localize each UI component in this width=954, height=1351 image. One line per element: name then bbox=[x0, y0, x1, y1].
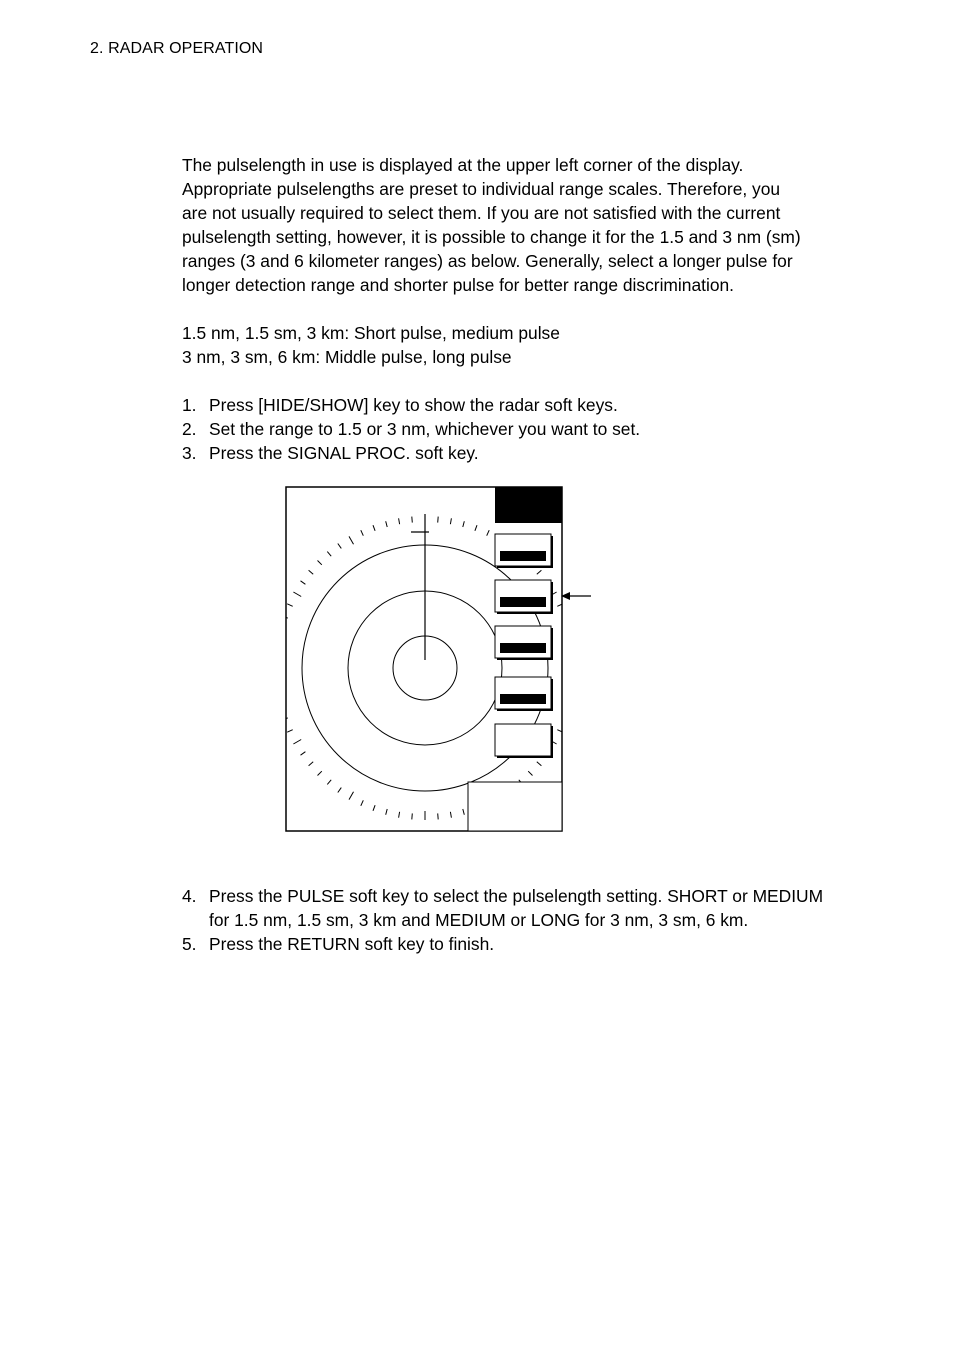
step-text: Press [HIDE/SHOW] key to show the radar soft keys. bbox=[209, 395, 618, 415]
bearing-tick bbox=[570, 681, 576, 682]
soft-key-value-bar bbox=[500, 643, 546, 653]
bearing-tick bbox=[438, 813, 439, 819]
list-item bbox=[182, 441, 862, 465]
bearing-tick bbox=[569, 642, 575, 643]
soft-key-column bbox=[495, 534, 553, 758]
bearing-tick bbox=[438, 517, 439, 523]
bearing-tick bbox=[412, 517, 413, 523]
range-list bbox=[182, 321, 862, 369]
range-line-short: 1.5 nm, 1.5 sm, 3 km: Short pulse, medium pulse bbox=[182, 323, 560, 343]
intro-line: ranges (3 and 6 kilometer ranges) as below. Generally, select a longer pulse for bbox=[182, 251, 793, 271]
soft-key-value-bar bbox=[500, 694, 546, 704]
soft-key[interactable] bbox=[495, 534, 551, 566]
intro-line: pulselength setting, however, it is possible to change it for the 1.5 and 3 nm (sm) bbox=[182, 227, 801, 247]
steps-list-a bbox=[182, 393, 862, 465]
bearing-tick bbox=[412, 813, 413, 819]
step-number: 2. bbox=[182, 419, 197, 439]
step-text: Press the PULSE soft key to select the pulselength setting. SHORT or MEDIUM for 1.5 nm, 1.5 sm, 3 km and MEDIUM or LONG for 3 nm, 3 sm, 6 km. bbox=[209, 886, 824, 930]
document-body bbox=[182, 153, 862, 465]
bearing-tick bbox=[570, 655, 576, 656]
intro-line: The pulselength in use is displayed at the upper left corner of the display. bbox=[182, 155, 744, 175]
step-text: Set the range to 1.5 or 3 nm, whichever you want to set. bbox=[209, 419, 641, 439]
soft-key[interactable] bbox=[495, 724, 551, 756]
list-item bbox=[182, 932, 842, 956]
step-number: 5. bbox=[182, 934, 197, 954]
bearing-tick bbox=[562, 718, 568, 720]
bearing-tick bbox=[562, 616, 568, 618]
soft-key-value-bar bbox=[500, 551, 546, 561]
intro-line: Appropriate pulselengths are preset to individual range scales. Therefore, you bbox=[182, 179, 781, 199]
soft-key-value-bar bbox=[500, 597, 546, 607]
info-box bbox=[468, 782, 562, 831]
menu-title-bar bbox=[495, 487, 562, 523]
list-item bbox=[182, 417, 862, 441]
intro-line: are not usually required to select them. If you are not satisfied with the current bbox=[182, 203, 781, 223]
range-line-long: 3 nm, 3 sm, 6 km: Middle pulse, long pulse bbox=[182, 347, 512, 367]
step-text: Press the RETURN soft key to finish. bbox=[209, 934, 495, 954]
radar-display-figure bbox=[285, 486, 595, 832]
step-text: Press the SIGNAL PROC. soft key. bbox=[209, 443, 479, 463]
list-item bbox=[182, 884, 842, 932]
step-number: 4. bbox=[182, 886, 197, 906]
step-number: 1. bbox=[182, 395, 197, 415]
steps-list-b bbox=[182, 884, 842, 956]
radar-display-illustration bbox=[285, 486, 595, 832]
soft-key[interactable] bbox=[495, 677, 551, 709]
bearing-tick bbox=[569, 693, 575, 694]
bearing-tick bbox=[566, 706, 572, 708]
bearing-tick bbox=[566, 629, 572, 631]
list-item bbox=[182, 393, 862, 417]
page-header: 2. RADAR OPERATION bbox=[90, 40, 264, 57]
step-number: 3. bbox=[182, 443, 197, 463]
pulse-soft-key[interactable] bbox=[495, 580, 551, 612]
soft-key[interactable] bbox=[495, 626, 551, 658]
intro-paragraph bbox=[182, 153, 862, 297]
intro-line: longer detection range and shorter pulse for better range discrimination. bbox=[182, 275, 734, 295]
